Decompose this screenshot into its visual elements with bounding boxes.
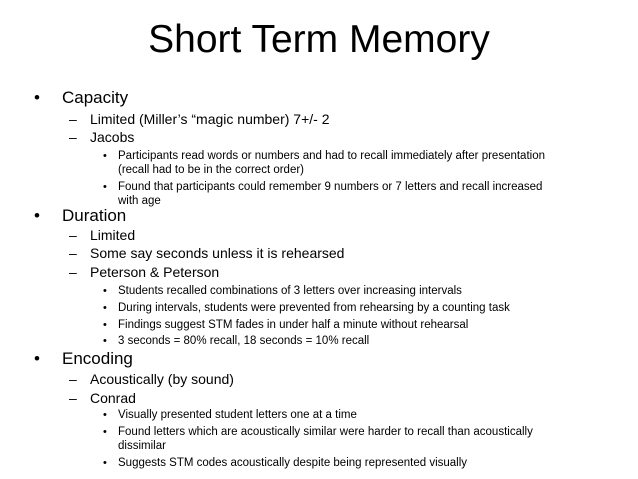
sub-item <box>103 425 533 439</box>
bullet-icon: • <box>103 409 107 421</box>
sub-item-line: with age <box>118 195 161 207</box>
sub-item <box>103 149 545 163</box>
list-item <box>69 111 330 128</box>
list-item-text: Peterson & Peterson <box>90 264 220 280</box>
list-item-text: Some say seconds unless it is rehearsed <box>90 245 345 261</box>
list-item-text: Conrad <box>90 390 136 406</box>
sub-item-line: Students recalled combinations of 3 letters over increasing intervals <box>118 285 462 297</box>
sub-item-line: Findings suggest STM fades in under half a minute without rehearsal <box>118 319 469 331</box>
sub-item <box>103 318 469 332</box>
sub-item <box>103 301 510 315</box>
bullet-icon: • <box>103 181 107 193</box>
list-item <box>69 390 136 407</box>
section-heading-text: Capacity <box>62 88 129 107</box>
list-item-text: Limited <box>90 227 136 243</box>
sub-item-line: dissimilar <box>118 440 166 452</box>
dash-icon: – <box>69 111 77 127</box>
sub-item-line: Found that participants could remember 9 numbers or 7 letters and recall increased <box>118 181 543 193</box>
sub-item-continuation <box>118 439 166 453</box>
bullet-icon: • <box>103 335 107 347</box>
bullet-icon: • <box>34 349 40 368</box>
sub-item <box>103 408 357 422</box>
dash-icon: – <box>69 245 77 261</box>
list-item <box>69 264 220 281</box>
bullet-icon: • <box>103 285 107 297</box>
dash-icon: – <box>69 129 77 145</box>
sub-item-line: Found letters which are acoustically similar were harder to recall than acoustically <box>118 426 533 438</box>
list-item <box>69 129 135 146</box>
dash-icon: – <box>69 227 77 243</box>
section-heading-text: Encoding <box>62 349 133 368</box>
section-heading-text: Duration <box>62 206 127 225</box>
list-item <box>69 227 136 244</box>
list-item <box>69 371 234 388</box>
sub-item-line: Suggests STM codes acoustically despite being represented visually <box>118 457 468 469</box>
bullet-icon: • <box>34 206 40 225</box>
bullet-icon: • <box>34 88 40 107</box>
list-item-text: Jacobs <box>90 129 135 145</box>
list-item-text: Acoustically (by sound) <box>90 371 234 387</box>
sub-item-line: 3 seconds = 80% recall, 18 seconds = 10% recall <box>118 335 370 347</box>
sub-item <box>103 456 468 470</box>
sub-item-continuation <box>118 163 304 177</box>
dash-icon: – <box>69 390 77 406</box>
section-heading-capacity <box>34 88 129 108</box>
bullet-icon: • <box>103 457 107 469</box>
sub-item-line: During intervals, students were prevented from rehearsing by a counting task <box>118 302 510 314</box>
sub-item <box>103 334 370 348</box>
bullet-icon: • <box>103 426 107 438</box>
bullet-icon: • <box>103 319 107 331</box>
sub-item-line: Visually presented student letters one at a time <box>118 409 357 421</box>
section-heading-encoding <box>34 349 133 369</box>
dash-icon: – <box>69 371 77 387</box>
bullet-icon: • <box>103 150 107 162</box>
list-item-text: Limited (Miller’s “magic number) 7+/- 2 <box>90 111 330 127</box>
list-item <box>69 245 345 262</box>
bullet-icon: • <box>103 302 107 314</box>
sub-item-line: Participants read words or numbers and had to recall immediately after presentation <box>118 150 545 162</box>
sub-item <box>103 180 543 194</box>
slide-title: Short Term Memory <box>148 18 490 61</box>
sub-item-line: (recall had to be in the correct order) <box>118 164 305 176</box>
section-heading-duration <box>34 206 127 226</box>
dash-icon: – <box>69 264 77 280</box>
sub-item <box>103 284 462 298</box>
